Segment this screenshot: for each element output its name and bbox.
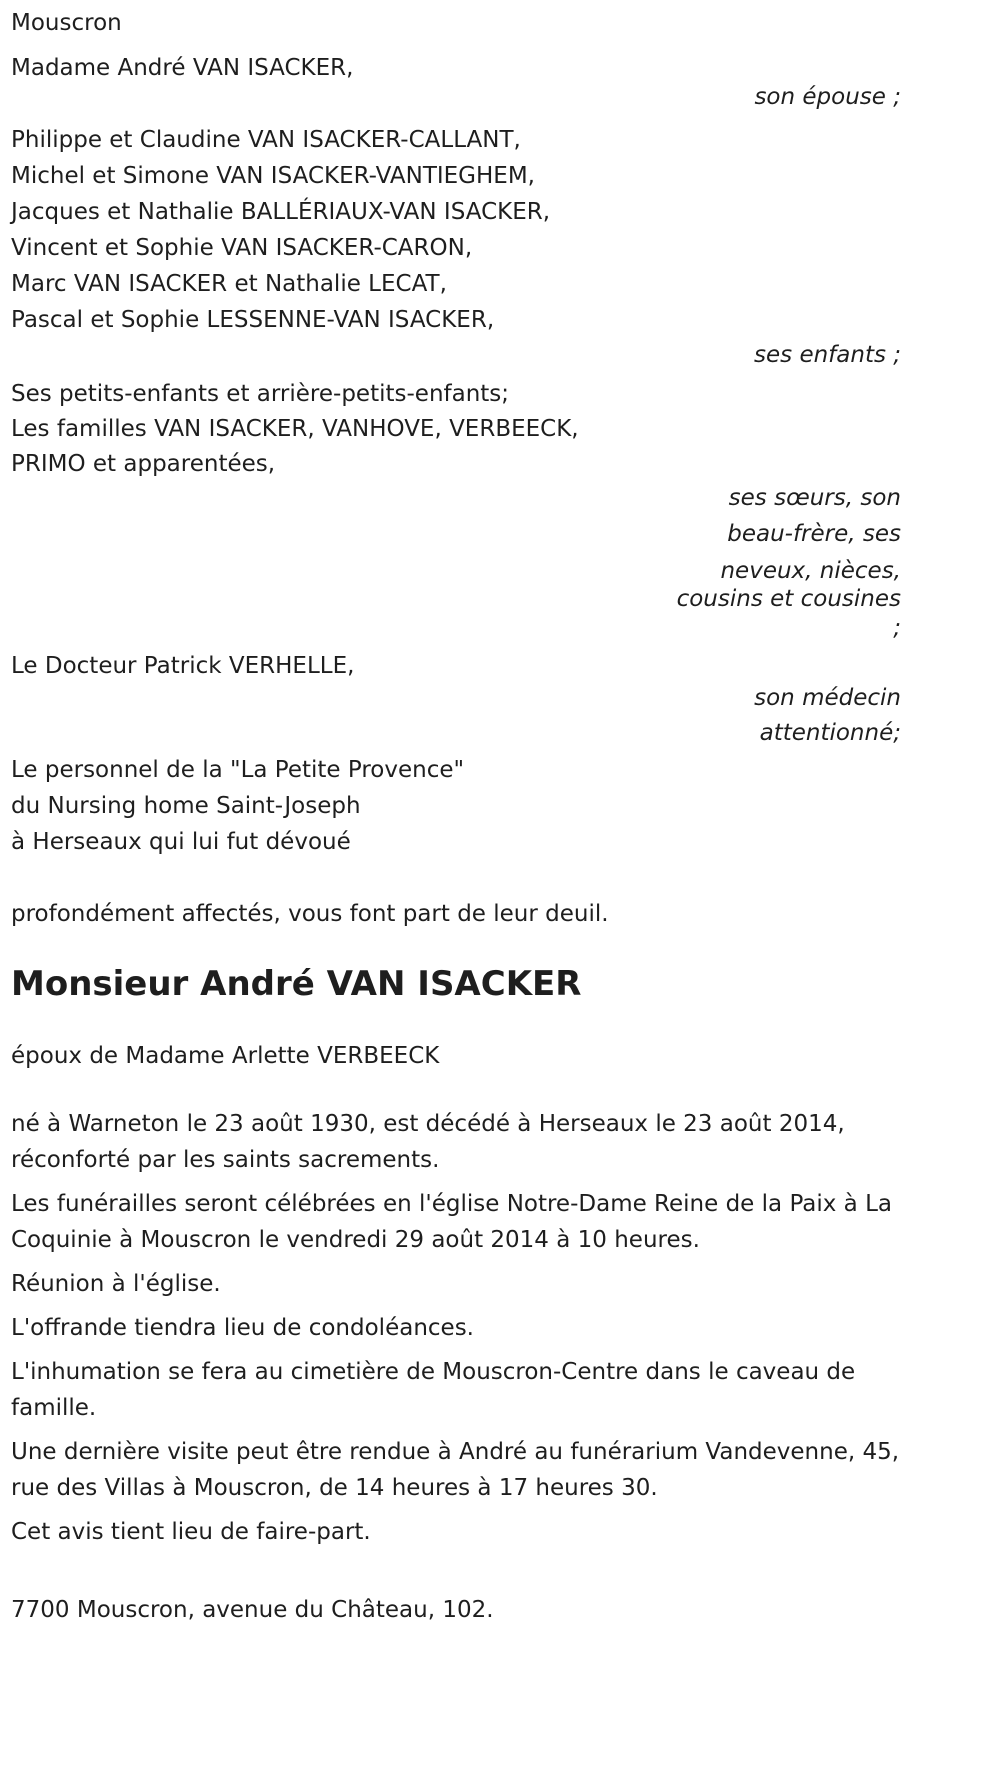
details [11, 1106, 901, 1550]
doctor-name: Le Docteur Patrick VERHELLE, [11, 653, 355, 679]
child-entry: Pascal et Sophie LESSENNE-VAN ISACKER, [11, 307, 495, 333]
details-paragraph: Une dernière visite peut être rendue à André au funérarium Vandevenne, 45, rue des Villas à Mouscron, de 14 heures à 17 heures 30. [11, 1439, 900, 1501]
family-entry: Ses petits-enfants et arrière-petits-enfants; [11, 381, 510, 407]
staff-line: du Nursing home Saint-Joseph [11, 793, 361, 819]
doctor-relation [11, 680, 901, 750]
details-paragraph: Réunion à l'église. [11, 1271, 221, 1297]
family-list [11, 376, 901, 482]
address: 7700 Mouscron, avenue du Château, 102. [11, 1597, 494, 1623]
children-list [11, 122, 901, 338]
closing-family: profondément affectés, vous font part de leur deuil. [11, 901, 609, 927]
details-paragraph: L'offrande tiendra lieu de condoléances. [11, 1315, 474, 1341]
details-paragraph: Les funérailles seront célébrées en l'église Notre-Dame Reine de la Paix à La Coquinie à Mouscron le vendredi 29 août 2014 à 10 heures. [11, 1191, 892, 1253]
details-paragraph: L'inhumation se fera au cimetière de Mouscron-Centre dans le caveau de famille. [11, 1359, 856, 1421]
staff-line: Le personnel de la "La Petite Provence" [11, 757, 465, 783]
child-entry: Marc VAN ISACKER et Nathalie LECAT, [11, 271, 447, 297]
details-paragraph: né à Warneton le 23 août 1930, est décédé à Herseaux le 23 août 2014, réconforté par les saints sacrements. [11, 1111, 845, 1173]
children-relation: ses enfants ; [754, 342, 901, 368]
child-entry: Jacques et Nathalie BALLÉRIAUX-VAN ISACKER, [11, 199, 551, 225]
family-relation-line: ses sœurs, son [728, 485, 901, 511]
deceased-name: Monsieur André VAN ISACKER [11, 964, 582, 1004]
location: Mouscron [11, 10, 122, 36]
doctor-relation-line: son médecin [754, 685, 901, 711]
child-entry: Michel et Simone VAN ISACKER-VANTIEGHEM, [11, 163, 535, 189]
family-relation-line: neveux, nièces, [720, 558, 901, 584]
spouse-of: époux de Madame Arlette VERBEECK [11, 1043, 440, 1069]
staff-list [11, 752, 901, 860]
doctor-relation-line: attentionné; [759, 720, 901, 746]
spouse-relation: son épouse ; [754, 84, 901, 110]
details-paragraph: Cet avis tient lieu de faire-part. [11, 1519, 371, 1545]
family-relation-line: beau-frère, ses [727, 521, 901, 547]
family-relation-line: cousins et cousines [676, 586, 901, 612]
family-entry: Les familles VAN ISACKER, VANHOVE, VERBEECK, [11, 416, 579, 442]
child-entry: Philippe et Claudine VAN ISACKER-CALLANT, [11, 127, 521, 153]
child-entry: Vincent et Sophie VAN ISACKER-CARON, [11, 235, 473, 261]
family-relation [11, 480, 901, 648]
staff-line: à Herseaux qui lui fut dévoué [11, 829, 351, 855]
family-relation-line: ; [893, 615, 901, 641]
spouse-name: Madame André VAN ISACKER, [11, 55, 354, 81]
family-entry: PRIMO et apparentées, [11, 451, 276, 477]
